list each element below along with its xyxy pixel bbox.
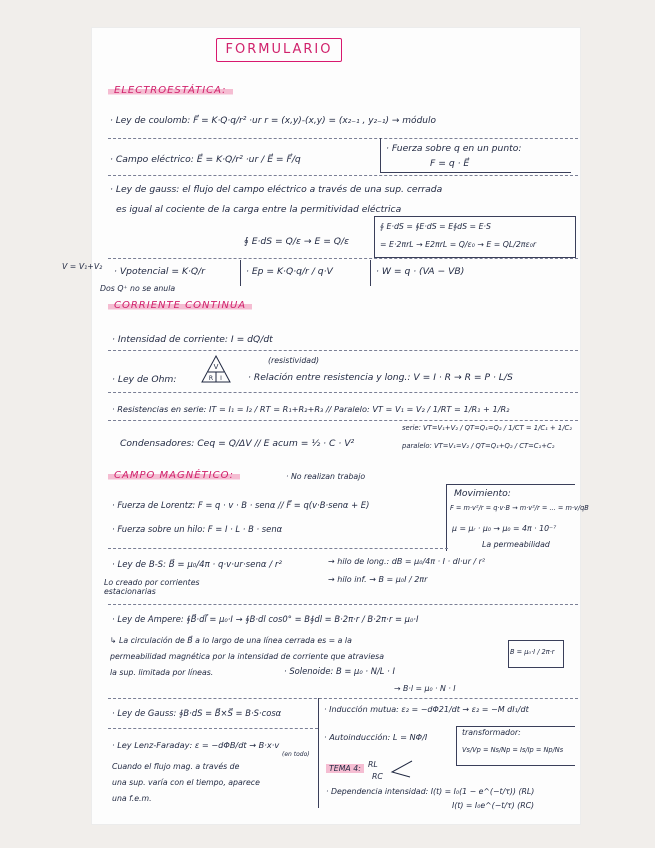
page-title: FORMULARIO <box>216 38 342 62</box>
rl-label: RL <box>368 760 378 769</box>
flux-desc-2: una sup. varía con el tiempo, aparece <box>112 778 260 787</box>
self-induction: · Autoinducción: L = NΦ/I <box>324 732 428 742</box>
movement-label: Movimiento: <box>454 488 511 499</box>
ampere-desc-2: permeabilidad magnética por la intensidad de corriente que atraviesa <box>110 652 384 661</box>
point-force-eq: F = q · E⃗ <box>430 158 470 169</box>
intensity-dependence-rc: I(t) = I₀e^(−t/τ) (RC) <box>452 801 535 810</box>
divider <box>108 698 578 699</box>
flux-desc-3: una f.e.m. <box>112 794 152 803</box>
work: · W = q · (VA − VB) <box>376 266 465 277</box>
divider <box>108 604 578 605</box>
lorentz-force: · Fuerza de Lorentz: F = q · v · B · senα // F⃗ = q(v·B·senα + E) <box>112 500 370 510</box>
ohm-triangle-icon <box>200 354 232 384</box>
divider <box>318 698 319 808</box>
current-intensity: · Intensidad de corriente: I = dQ/dt <box>112 334 273 345</box>
solenoid-derived: → B·l = μ₀ · N · I <box>394 684 456 693</box>
resistors-series-parallel: · Resistencias en serie: IT = I₁ = I₂ / RT = R₁+R₂+R₃ // Paralelo: VT = V₁ = V₂ / 1/RT = 1/R₁ + 1/R₂ <box>112 404 510 414</box>
section-electrostatica: ELECTROESTÁTICA: <box>108 85 233 96</box>
ampere-law: · Ley de Ampere: ∮B⃗·dl⃗ = μ₀·I → ∮B·dl cos0° = B∮dl = B·2π·r / B·2π·r = μ₀·I <box>112 614 419 624</box>
movement-eq: F = m·v²/r = q·v·B → m·v²/r = ... = m·v/qB <box>450 504 589 512</box>
solenoid: · Solenoide: B = μ₀ · N/L · I <box>284 666 395 676</box>
divider <box>108 392 578 393</box>
transformer-eq: Vs/Vp = Ns/Np = Is/Ip = Np/Ns <box>462 746 564 754</box>
biot-note: Lo creado por corrientes estacionarias <box>104 578 200 596</box>
divider <box>108 420 578 421</box>
gauss-law-line1: · Ley de gauss: el flujo del campo eléctrico a través de una sup. cerrada <box>110 184 443 195</box>
divider <box>108 175 578 176</box>
ampere-result: B = μ₀·I / 2π·r <box>510 648 555 656</box>
resistivity-note: (resistividad) <box>268 356 320 365</box>
potential: · Vpotencial = K·Q/r <box>114 266 206 277</box>
wire-force: · Fuerza sobre un hilo: F = I · L · B · senα <box>112 524 283 534</box>
intensity-dependence: · Dependencia intensidad: I(t) = I₀(1 − e^(−t/τ)) (RL) <box>326 787 535 796</box>
divider <box>108 350 578 351</box>
divider <box>108 728 318 729</box>
divider <box>108 548 448 549</box>
divider <box>370 260 371 286</box>
ohm-triangle-i: I <box>220 375 222 382</box>
permeability-label: La permeabilidad <box>482 540 550 549</box>
lenz-faraday: · Ley Lenz-Faraday: ε = −dΦB/dt → B·x·v <box>112 740 280 750</box>
ampere-desc-3: la sup. limitada por líneas. <box>110 668 214 677</box>
tema-4-label: TEMA 4: <box>326 764 364 773</box>
gauss-magnetic: · Ley de Gauss: ∮B·dS = B⃗×S⃗ = B·S·cosα <box>112 708 282 718</box>
potential-energy: · Ep = K·Q·q/r / q·V <box>246 266 333 277</box>
resistance-length: · Relación entre resistencia y long.: V = I · R → R = P · L/S <box>248 372 513 383</box>
biot-savart: · Ley de B-S: B⃗ = μ₀/4π · q·v·ur·senα / r² <box>112 560 282 570</box>
gauss-box-line2: = E·2πrL → E2πrL = Q/ε₀ → E = QL/2πε₀r <box>380 240 537 249</box>
ohm-triangle-r: R <box>208 375 214 382</box>
capacitors: Condensadores: Ceq = Q/ΔV // E acum = ½ · C · V² <box>120 438 355 449</box>
flux-desc-1: Cuando el flujo mag. a través de <box>112 762 240 771</box>
rc-label: RC <box>372 772 383 781</box>
electric-field: · Campo eléctrico: E⃗ = K·Q/r² ·ur / E⃗ = F⃗/q <box>110 154 301 165</box>
rl-rc-arrow-icon <box>386 758 416 780</box>
mutual-induction: · Inducción mutua: ε₂ = −dΦ21/dt → ε₂ = −M dI₁/dt <box>324 705 529 714</box>
lenz-note: (en todo) <box>282 751 310 758</box>
ohm-law: · Ley de Ohm: <box>112 374 177 385</box>
divider <box>108 258 578 259</box>
biot-infinite-wire: → hilo inf. → B = μ₀I / 2πr <box>328 575 428 584</box>
side-note-charges: Dos Q⁺ no se anula <box>100 284 176 293</box>
transformer-label: transformador: <box>462 728 521 737</box>
capacitors-series: serie: VT=V₁+V₂ / QT=Q₁=Q₂ / 1/CT = 1/C₁ + 1/C₂ <box>402 424 572 432</box>
ampere-desc-1: ↳ La circulación de B⃗ a lo largo de una línea cerrada es = a la <box>110 636 352 645</box>
point-force-label: · Fuerza sobre q en un punto: <box>386 143 522 154</box>
biot-wire-length: → hilo de long.: dB = μ₀/4π · I · dl·ur / r² <box>328 557 486 566</box>
ohm-triangle-v: V <box>213 363 219 371</box>
campo-note: · No realizan trabajo <box>286 472 366 481</box>
section-corriente: CORRIENTE CONTINUA <box>108 300 252 311</box>
divider <box>240 260 241 286</box>
coulomb-law: · Ley de coulomb: F⃗ = K·Q·q/r² ·ur r = (x,y)-(x,y) = (x₂₋₁ , y₂₋₁) → módulo <box>110 116 436 126</box>
gauss-law-eq: ∮ E·dS = Q/ε → E = Q/ε <box>244 236 350 247</box>
section-campo: CAMPO MAGNÉTICO: <box>108 470 240 481</box>
permeability-eq: μ = μᵣ · μ₀ → μ₀ = 4π · 10⁻⁷ <box>452 524 557 533</box>
gauss-box-line1: ∮ E·dS = ∮E·dS = E∮dS = E·S <box>380 222 491 231</box>
capacitors-parallel: paralelo: VT=V₁=V₂ / QT=Q₁+Q₂ / CT=C₁+C₂ <box>402 442 555 450</box>
side-note-potential: V = V₁+V₂ <box>62 262 103 271</box>
gauss-law-line2: es igual al cociente de la carga entre la permitividad eléctrica <box>116 204 402 215</box>
